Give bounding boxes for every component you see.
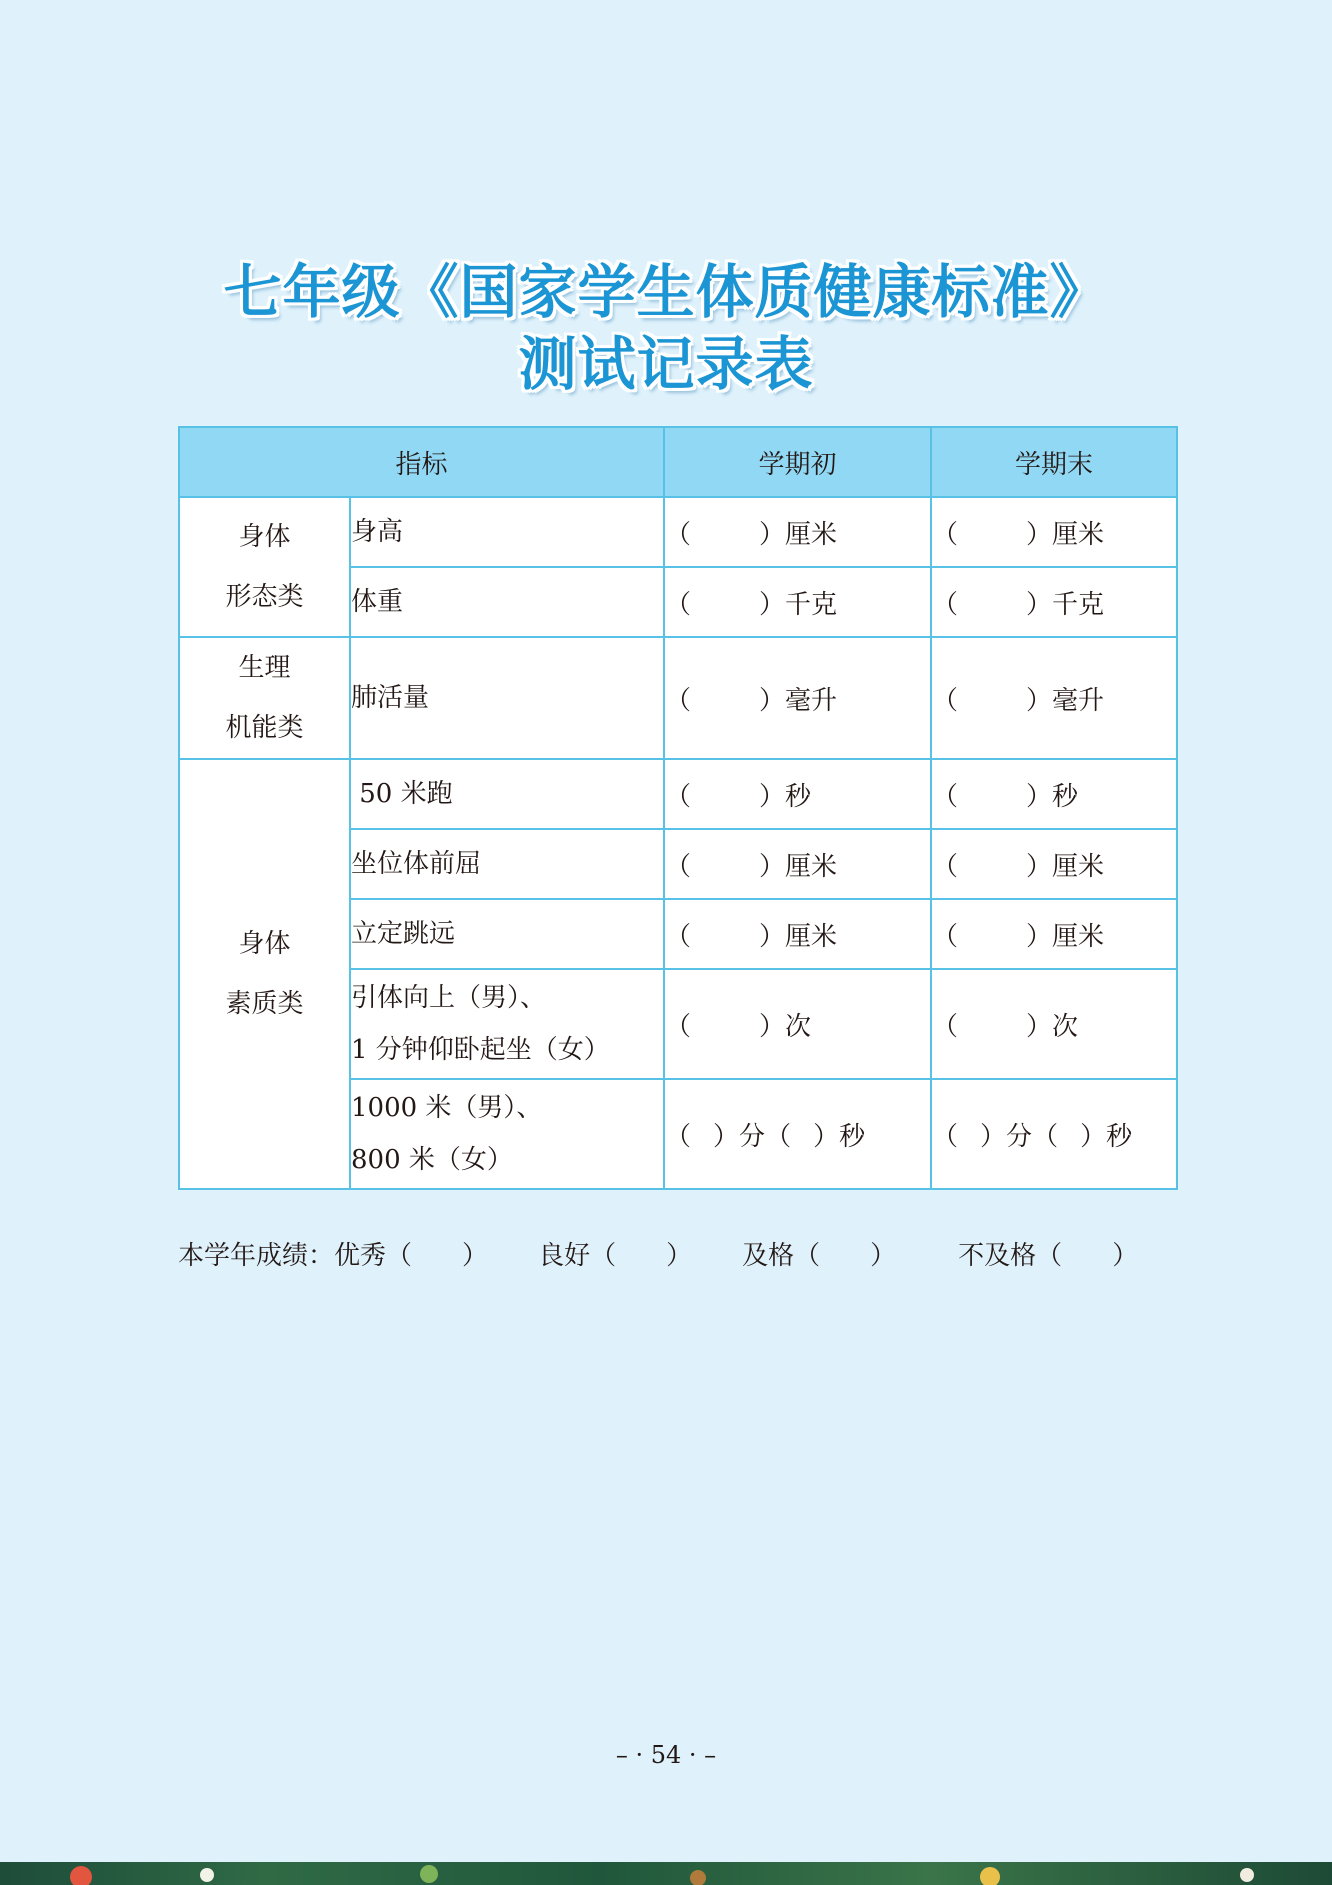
unit-label: 千克 — [1052, 589, 1105, 620]
category-label-line1: 身体 — [238, 522, 291, 552]
unit-label: 分 — [739, 1121, 766, 1152]
category-label-line2: 形态类 — [225, 582, 304, 612]
category-label-line1: 生理 — [238, 653, 291, 683]
table-row — [179, 637, 1177, 759]
paren-open: （ — [665, 851, 692, 882]
paren-close: ） — [759, 921, 786, 952]
start-50m-field[interactable] — [664, 759, 931, 829]
grade-excellent-label: 优秀 — [334, 1241, 387, 1271]
paren-open: （ — [932, 685, 959, 716]
end-pullups-field[interactable] — [931, 969, 1177, 1079]
table-row — [179, 759, 1177, 829]
annual-grade-line — [178, 1232, 1138, 1280]
end-height-field[interactable] — [931, 497, 1177, 567]
category-label-line1: 身体 — [238, 929, 291, 959]
test-record-table — [178, 426, 1178, 1190]
indicator-line1: 1000 米（男）、 — [351, 1093, 543, 1123]
grade-good-label: 良好 — [538, 1241, 591, 1271]
start-weight-field[interactable] — [664, 567, 931, 637]
footer-decoration — [0, 1862, 1332, 1885]
category-label-line2: 机能类 — [225, 713, 304, 743]
indicator-50m-run: 50 米跑 — [350, 759, 664, 829]
header-semester-start: 学期初 — [664, 427, 931, 497]
start-long-jump-field[interactable] — [664, 899, 931, 969]
unit-label: 分 — [1006, 1121, 1033, 1152]
unit-label: 秒 — [839, 1121, 866, 1152]
end-sit-and-reach-field[interactable] — [931, 829, 1177, 899]
paren-close: ） — [813, 1121, 840, 1152]
indicator-line2: 800 米（女） — [351, 1145, 513, 1175]
paren-open: （ — [665, 519, 692, 550]
paren-open: （ — [932, 1121, 959, 1152]
page-number: – · 54 · – — [615, 1741, 717, 1769]
start-endurance-field[interactable] — [664, 1079, 931, 1189]
grade-fail-label: 不及格 — [958, 1241, 1037, 1271]
paren-close: ） — [1080, 1121, 1107, 1152]
grade-pass-field[interactable]: （ ） — [794, 1241, 897, 1271]
paren-close: ） — [759, 851, 786, 882]
paren-close: ） — [759, 1011, 786, 1042]
paren-open: （ — [932, 589, 959, 620]
paren-open: （ — [665, 781, 692, 812]
category-label-line2: 素质类 — [225, 989, 304, 1019]
indicator-line2: 1 分钟仰卧起坐（女） — [351, 1035, 610, 1065]
end-vital-capacity-field[interactable] — [931, 637, 1177, 759]
paren-close: ） — [1026, 589, 1053, 620]
paren-close: ） — [1026, 921, 1053, 952]
paren-open: （ — [665, 921, 692, 952]
page-subtitle: 测试记录表 — [518, 330, 814, 398]
unit-label: 厘米 — [1052, 921, 1105, 952]
paren-close: ） — [980, 1121, 1007, 1152]
paren-open: （ — [932, 781, 959, 812]
indicator-vital-capacity: 肺活量 — [350, 637, 664, 759]
grade-excellent-field[interactable]: （ ） — [386, 1241, 489, 1271]
header-indicator: 指标 — [179, 427, 664, 497]
paren-open: （ — [932, 1011, 959, 1042]
unit-label: 厘米 — [1052, 851, 1105, 882]
paren-open: （ — [665, 1121, 692, 1152]
paren-close: ） — [1026, 781, 1053, 812]
end-endurance-field[interactable] — [931, 1079, 1177, 1189]
paren-open: （ — [1032, 1121, 1059, 1152]
end-long-jump-field[interactable] — [931, 899, 1177, 969]
unit-label: 千克 — [785, 589, 838, 620]
paren-close: ） — [1026, 1011, 1053, 1042]
paren-open: （ — [765, 1121, 792, 1152]
paren-open: （ — [665, 1011, 692, 1042]
unit-label: 厘米 — [785, 921, 838, 952]
indicator-height: 身高 — [350, 497, 664, 567]
indicator-pullups-situps — [350, 969, 664, 1079]
grade-good-field[interactable]: （ ） — [590, 1241, 693, 1271]
start-pullups-field[interactable] — [664, 969, 931, 1079]
indicator-sit-and-reach: 坐位体前屈 — [350, 829, 664, 899]
paren-open: （ — [932, 519, 959, 550]
grade-prefix: 本学年成绩： — [178, 1241, 335, 1271]
grade-pass-label: 及格 — [742, 1241, 795, 1271]
unit-label: 毫升 — [1052, 685, 1105, 716]
paren-close: ） — [1026, 685, 1053, 716]
start-height-field[interactable] — [664, 497, 931, 567]
paren-close: ） — [1026, 519, 1053, 550]
unit-label: 次 — [1052, 1011, 1079, 1042]
end-weight-field[interactable] — [931, 567, 1177, 637]
category-body-form — [179, 497, 350, 637]
unit-label: 厘米 — [785, 519, 838, 550]
grade-fail-field[interactable]: （ ） — [1036, 1241, 1139, 1271]
paren-open: （ — [665, 685, 692, 716]
indicator-weight: 体重 — [350, 567, 664, 637]
paren-close: ） — [759, 685, 786, 716]
paren-open: （ — [932, 851, 959, 882]
category-physical-fitness — [179, 759, 350, 1189]
category-physiological — [179, 637, 350, 759]
paren-open: （ — [932, 921, 959, 952]
paren-close: ） — [713, 1121, 740, 1152]
paren-close: ） — [1026, 851, 1053, 882]
paren-open: （ — [665, 589, 692, 620]
unit-label: 毫升 — [785, 685, 838, 716]
unit-label: 秒 — [785, 781, 812, 812]
paren-close: ） — [759, 781, 786, 812]
start-sit-and-reach-field[interactable] — [664, 829, 931, 899]
unit-label: 厘米 — [1052, 519, 1105, 550]
indicator-standing-long-jump: 立定跳远 — [350, 899, 664, 969]
unit-label: 次 — [785, 1011, 812, 1042]
unit-label: 秒 — [1052, 781, 1079, 812]
unit-label: 厘米 — [785, 851, 838, 882]
indicator-endurance-run — [350, 1079, 664, 1189]
page-title: 七年级《国家学生体质健康标准》 — [223, 258, 1109, 326]
start-vital-capacity-field[interactable] — [664, 637, 931, 759]
header-semester-end: 学期末 — [931, 427, 1177, 497]
indicator-line1: 引体向上（男）、 — [351, 983, 547, 1013]
paren-close: ） — [759, 589, 786, 620]
unit-label: 秒 — [1106, 1121, 1133, 1152]
end-50m-field[interactable] — [931, 759, 1177, 829]
table-row — [179, 497, 1177, 567]
table-header-row — [179, 427, 1177, 497]
paren-close: ） — [759, 519, 786, 550]
